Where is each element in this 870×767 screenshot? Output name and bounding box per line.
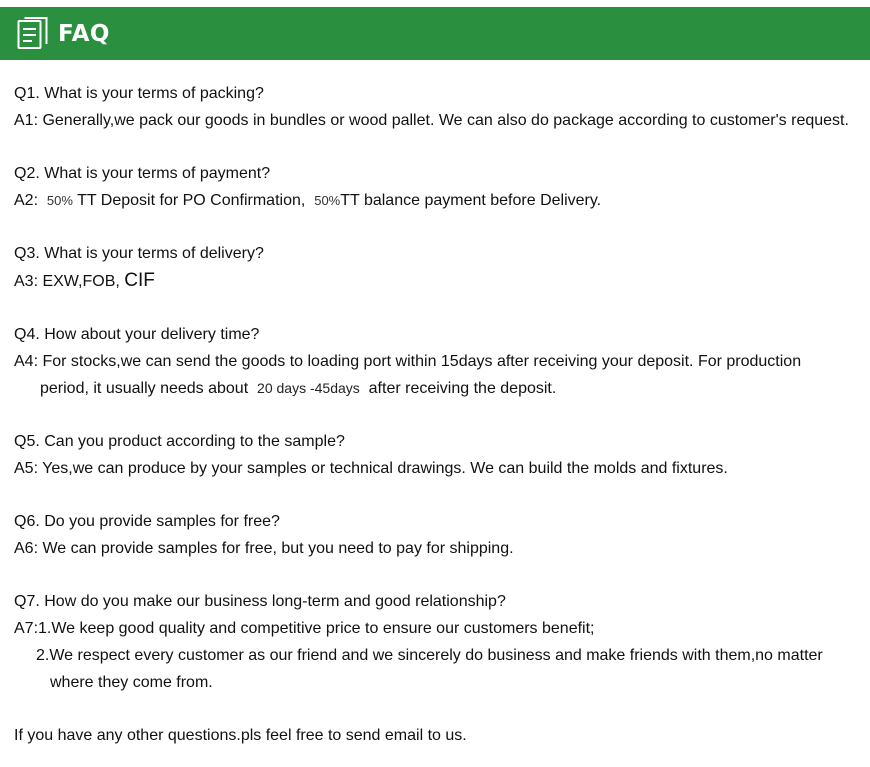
- faq-question: Q6. Do you provide samples for free?: [14, 513, 280, 530]
- faq-answer: [14, 267, 864, 295]
- balance-percent: 50%: [314, 193, 341, 208]
- answer-text: TT Deposit for PO Confirmation,: [77, 192, 306, 209]
- faq-answer-line: [14, 187, 864, 214]
- answer-text: TT balance payment before Delivery.: [340, 192, 602, 209]
- faq-item-3: [14, 240, 864, 295]
- faq-question: Q2. What is your terms of payment?: [14, 165, 271, 182]
- faq-list: [14, 80, 864, 749]
- faq-answer-line: [14, 267, 864, 295]
- footer-contact-note: If you have any other questions.pls feel free to send email to us.: [14, 727, 467, 744]
- faq-answer-line: A7:1.We keep good quality and competitive price to ensure our customers benefit;: [14, 620, 595, 637]
- faq-question: Q1. What is your terms of packing?: [14, 85, 264, 102]
- faq-question: Q4. How about your delivery time?: [14, 326, 260, 343]
- faq-answer: [14, 535, 864, 562]
- faq-answer-line: 2.We respect every customer as our friend and we sincerely do business and make friends with them,no matter: [36, 647, 823, 664]
- faq-item-1: [14, 80, 864, 134]
- document-list-icon: [17, 16, 49, 50]
- faq-answer-line: A4: For stocks,we can send the goods to loading port within 15days after receiving your deposit. For production: [14, 353, 802, 370]
- faq-header-bar: [0, 7, 870, 60]
- faq-question: Q5. Can you product according to the sample?: [14, 433, 345, 450]
- production-period: 20 days -45days: [257, 380, 360, 396]
- faq-question: Q3. What is your terms of delivery?: [14, 245, 264, 262]
- faq-item-5: [14, 428, 864, 482]
- faq-answer-line: [14, 375, 864, 402]
- answer-text: period, it usually needs about: [40, 380, 249, 397]
- answer-prefix: A2:: [14, 192, 39, 209]
- faq-item-2: [14, 160, 864, 214]
- faq-answer-line: A5: Yes,we can produce by your samples or technical drawings. We can build the molds and fixtures.: [14, 460, 728, 477]
- delivery-term-cif: CIF: [124, 270, 155, 291]
- faq-answer: [14, 615, 864, 696]
- answer-text: after receiving the deposit.: [368, 380, 557, 397]
- faq-item-7: [14, 588, 864, 696]
- faq-answer-line: A1: Generally,we pack our goods in bundles or wood pallet. We can also do package according to customer's request.: [14, 112, 849, 129]
- faq-answer: [14, 107, 864, 134]
- faq-item-4: [14, 321, 864, 402]
- faq-answer: [14, 455, 864, 482]
- deposit-percent: 50%: [46, 193, 73, 208]
- faq-answer-line: A6: We can provide samples for free, but you need to pay for shipping.: [14, 540, 514, 557]
- faq-answer-line: where they come from.: [50, 674, 213, 691]
- faq-answer: [14, 187, 864, 214]
- page-title: FAQ: [58, 21, 110, 47]
- faq-item-6: [14, 508, 864, 562]
- answer-prefix: A3: EXW,FOB,: [14, 273, 120, 290]
- faq-question: Q7. How do you make our business long-term and good relationship?: [14, 593, 506, 610]
- faq-answer: [14, 348, 864, 402]
